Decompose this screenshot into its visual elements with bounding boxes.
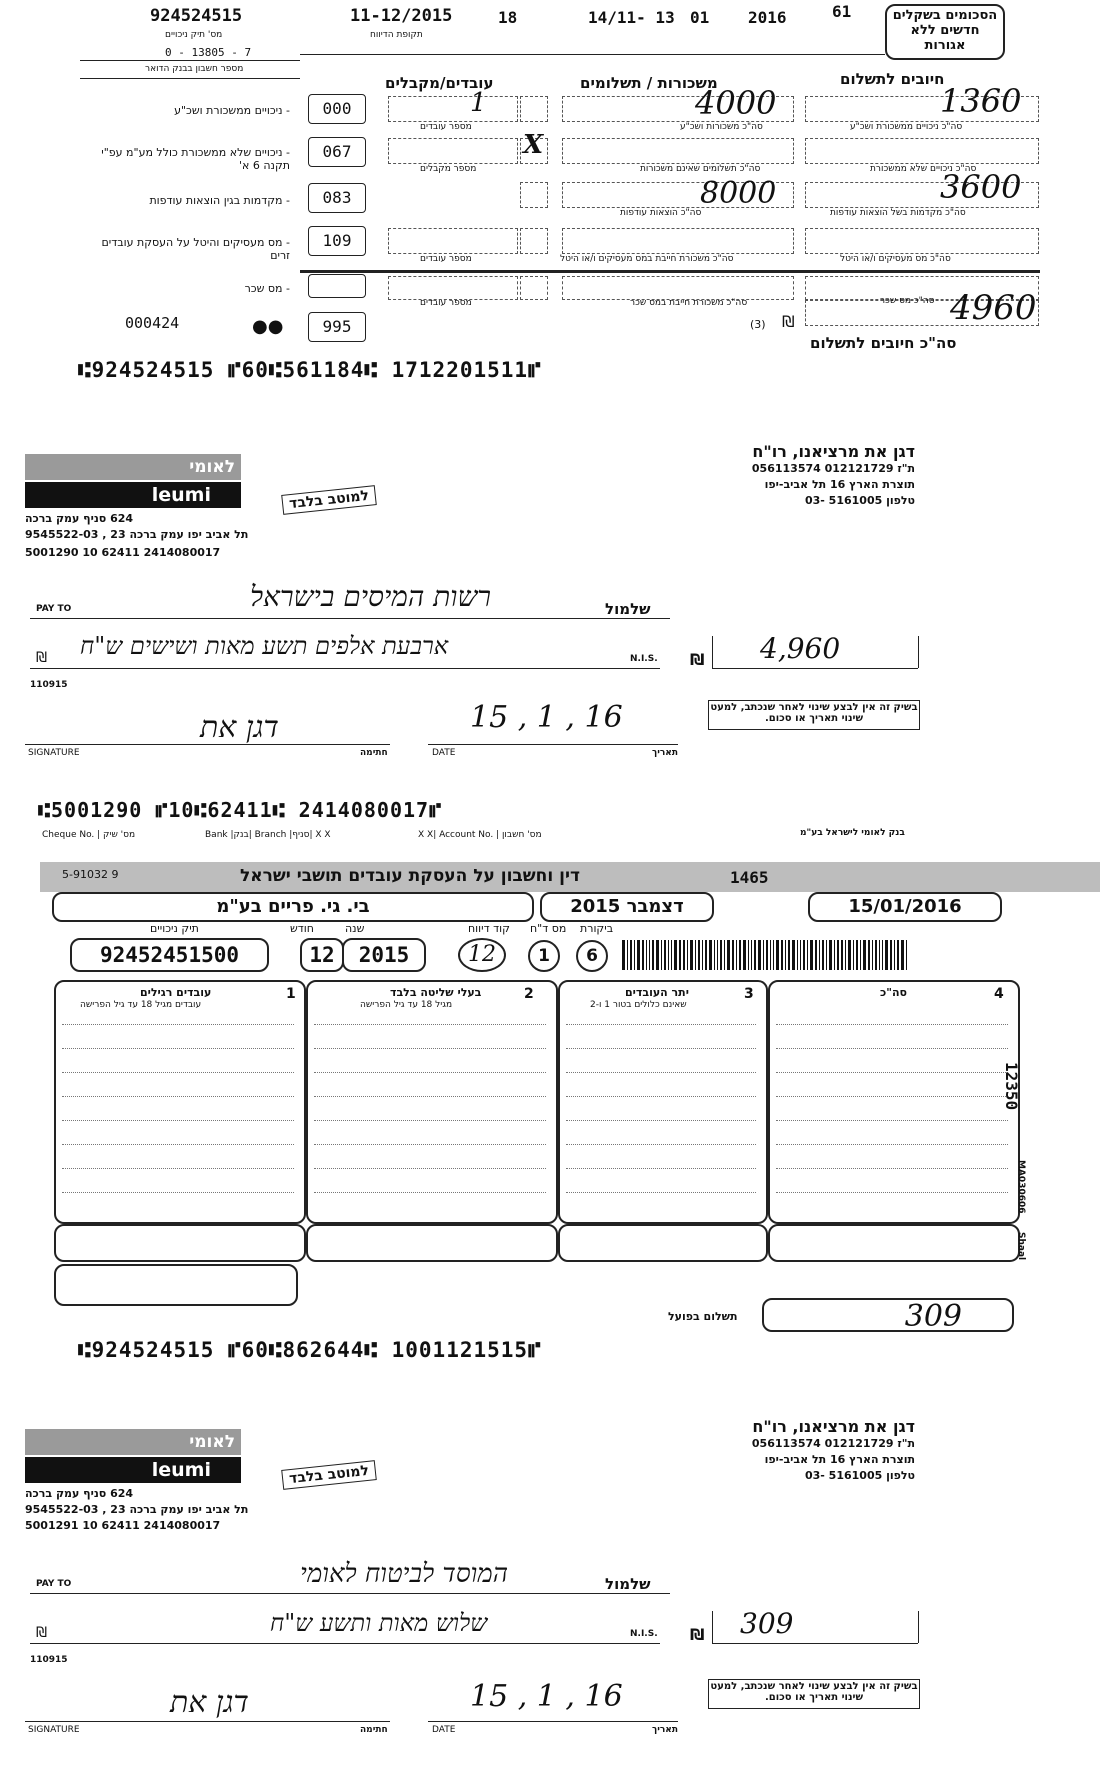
micr-label-cheque: Cheque No. | מס' שיק: [42, 830, 136, 840]
report-date: 15/01/2016: [808, 892, 1002, 922]
dotted-row-line: [314, 1048, 546, 1049]
sub-label: סה"כ משכורת חייבת במס שכר: [630, 298, 748, 308]
voucher-branch-label: מספר חשבון בבנק הדואר: [145, 64, 244, 74]
col-title: עובדים רגילים: [140, 986, 212, 999]
dotted-row-line: [314, 1120, 546, 1121]
voucher-micr: ⑆924524515 ⑈60⑆561184⑆ 1712201511⑈: [78, 358, 542, 382]
sub-label: סה"כ מס שכר: [880, 296, 935, 306]
voucher-total-label: סה"כ חיובים לתשלום: [810, 334, 957, 352]
cheque-owner-id: ת"ז 012121729 056113574: [751, 1437, 915, 1450]
dotted-row-line: [566, 1144, 756, 1145]
dotted-row-line: [314, 1144, 546, 1145]
barcode-bar: [683, 940, 685, 970]
report-year: 2015: [342, 938, 426, 972]
excess-expenses: 8000: [700, 176, 777, 211]
dotted-row-line: [566, 1096, 756, 1097]
date-label: DATE: [432, 748, 456, 758]
barcode-bar: [702, 940, 703, 970]
dotted-row-line: [314, 1072, 546, 1073]
dotted-row-line: [566, 1120, 756, 1121]
dotted-row-line: [62, 1168, 294, 1169]
barcode-bar: [736, 940, 737, 970]
shekel-sign: ₪: [36, 650, 47, 666]
barcode-bar: [797, 940, 798, 970]
tax-payment-voucher: [0, 0, 1111, 395]
shekel-sign: ₪: [782, 312, 795, 331]
cheque-codes: 5001290 10 62411 2414080017: [25, 546, 221, 559]
voucher-row-label: - מקדמות בגין הוצאות עודפות: [149, 194, 290, 207]
side-number: 12350: [1002, 1062, 1021, 1111]
col-number: 2: [524, 986, 534, 1002]
leumi-logo: leumi: [25, 1457, 241, 1483]
voucher-n61: 61: [832, 2, 852, 21]
signature-label-hebrew: חתימה: [360, 1725, 388, 1735]
barcode-bar: [837, 940, 839, 970]
col-title: סה"כ: [880, 986, 907, 999]
barcode-bar: [897, 940, 899, 970]
barcode-bar: [819, 940, 820, 970]
barcode-bar: [687, 940, 688, 970]
signature-label: SIGNATURE: [28, 1725, 80, 1735]
pay-to-hebrew: שלמול: [605, 600, 651, 618]
dotted-row-line: [62, 1048, 294, 1049]
cheque-codes: 5001291 10 62411 2414080017: [25, 1519, 221, 1532]
barcode-bar: [848, 940, 851, 970]
barcode-bar: [671, 940, 672, 970]
voucher-year: 2016: [748, 8, 787, 27]
barcode-bar: [868, 940, 870, 970]
barcode-bar: [885, 940, 888, 970]
barcode-bar: [748, 940, 749, 970]
barcode-bar: [800, 940, 801, 970]
barcode-bar: [717, 940, 718, 970]
barcode-bar: [845, 940, 846, 970]
barcode-bar: [776, 940, 779, 970]
cheque-owner-address: תוצרת הארץ 16 תל אביב-יפו: [764, 478, 915, 491]
barcode-bar: [773, 940, 774, 970]
voucher-date-small: 14/11- 13: [588, 8, 675, 27]
sub-label: מספר עובדים: [420, 298, 472, 308]
paid-amount: 309: [762, 1298, 1014, 1332]
dotted-row-line: [776, 1168, 1008, 1169]
cheque-date: 15 , 1 , 16: [470, 1679, 623, 1714]
sub-label: סה"כ מס מעסיקים ו/או היטל: [840, 254, 951, 264]
company-name: בי. גי. פריים בע"מ: [52, 892, 534, 922]
barcode-bar: [807, 940, 808, 970]
dotted-row-line: [62, 1072, 294, 1073]
leumi-logo-hebrew: לאומי: [25, 1429, 241, 1455]
voucher-row-label: - ניכויים ממשכורת ושכ"ע: [174, 104, 290, 117]
barcode-bar: [754, 940, 756, 970]
barcode-bar: [646, 940, 647, 970]
sub-label: סה"כ משכורות ושכ"ע: [680, 122, 763, 132]
payee-only-stamp: למוטב בלבד: [281, 485, 377, 515]
side-code: MA030606: [1016, 1160, 1026, 1214]
barcode-bar: [732, 940, 734, 970]
col-number: 1: [286, 986, 296, 1002]
barcode-bar: [705, 940, 707, 970]
barcode-bar: [679, 940, 681, 970]
date-label: DATE: [432, 1725, 456, 1735]
barcode-bar: [879, 940, 880, 970]
deductions-file-number: 92452451500: [70, 938, 269, 972]
barcode-bar: [803, 940, 805, 970]
voucher-period: 11-12/2015: [350, 6, 453, 26]
barcode-bar: [630, 940, 632, 970]
signature: דגן את: [200, 710, 279, 745]
cheque-branch: 624 סניף עמק ברכה: [25, 1487, 134, 1500]
barcode-bar: [770, 940, 771, 970]
wages-total: 4000: [695, 84, 777, 122]
label-file: תיק ניכויים: [150, 922, 199, 935]
amount-figure: 4,960: [760, 632, 841, 665]
cheque-2: [0, 1395, 1111, 1765]
bank-full-name: בנק לאומי לישראל בע"מ: [800, 828, 905, 838]
dotted-row-line: [776, 1120, 1008, 1121]
signature: דגן את: [170, 1685, 249, 1720]
sub-label: מספר עובדים: [420, 122, 472, 132]
voucher-period-label: תקופת הדיווח: [370, 30, 423, 40]
side-brand: Shaal: [1016, 1232, 1026, 1261]
barcode-bar: [766, 940, 768, 970]
barcode-bar: [906, 940, 907, 970]
sub-label: סה"כ משכורת חייבת במס מעסיקים ו/או היטל: [560, 254, 734, 264]
cheque-owner-phone: טלפון 5161005 -03: [804, 1469, 915, 1482]
cheque-branch-address: תל אביב יפו עמק ברכה 23 , 9545522-03: [25, 528, 249, 541]
barcode-bar: [788, 940, 790, 970]
voucher-col-wages: משכורות / תשלומים: [580, 74, 718, 92]
barcode-bar: [856, 940, 858, 970]
leumi-logo: leumi: [25, 482, 241, 508]
report-micr: ⑆924524515 ⑈60⑆862644⑆ 1001121515⑈: [78, 1338, 542, 1362]
barcode-bar: [890, 940, 892, 970]
voucher-row-label: - מס שכר: [244, 282, 290, 295]
label-month: חודש: [290, 922, 314, 935]
barcode-bar: [860, 940, 861, 970]
barcode-bar: [661, 940, 662, 970]
barcode-bar: [841, 940, 843, 970]
col-number: 4: [994, 986, 1004, 1002]
barcode-bar: [674, 940, 677, 970]
label-year: שנה: [345, 922, 365, 935]
micr-label-account: X X| Account No. | מס' חשבון: [418, 830, 542, 840]
nis-label: N.I.S.: [630, 1629, 658, 1639]
barcode-bar: [709, 940, 712, 970]
barcode-bar: [727, 940, 730, 970]
amount-in-words: ארבעת אלפים תשע מאות ושישים ש"ח: [80, 632, 449, 660]
voucher-total: 4960: [950, 288, 1037, 328]
shekel-sign: ₪: [690, 1625, 705, 1644]
cheque-code-110915: 110915: [30, 1655, 68, 1665]
nis-label: N.I.S.: [630, 654, 658, 664]
pay-to-label: PAY TO: [36, 1579, 72, 1589]
barcode-bar: [829, 940, 832, 970]
label-num: מס ד"ח: [530, 922, 567, 935]
voucher-branch-account: 0 - 13805 - 7: [165, 46, 252, 59]
barcode: [622, 940, 1012, 970]
shekel-sign: ₪: [690, 650, 705, 669]
voucher-corner-title: הסכומים בשקלים חדשים ללא אגורות: [885, 4, 1005, 60]
voucher-row-code: 083: [308, 183, 366, 213]
leumi-logo-hebrew: לאומי: [25, 454, 241, 480]
barcode-bar: [622, 940, 625, 970]
barcode-bar: [652, 940, 654, 970]
dotted-row-line: [62, 1192, 294, 1193]
date-label-hebrew: תאריך: [652, 748, 678, 758]
dotted-row-line: [62, 1144, 294, 1145]
report-num-value: 1: [528, 940, 560, 972]
shekel-sign: ₪: [36, 1625, 47, 1641]
dotted-row-line: [776, 1192, 1008, 1193]
sub-label: סה"כ הוצאות עודפות: [620, 208, 702, 218]
employment-report-form: [0, 862, 1111, 1372]
cheque-owner-id: ת"ז 012121729 056113574: [751, 462, 915, 475]
barcode-bar: [627, 940, 628, 970]
barcode-bar: [810, 940, 813, 970]
payee-name: רשות המיסים בישראל: [250, 580, 492, 613]
voucher-row-code: 000: [308, 94, 366, 124]
barcode-bar: [822, 940, 824, 970]
report-code-value: 12: [458, 938, 506, 972]
barcode-bar: [763, 940, 764, 970]
signature-label-hebrew: חתימה: [360, 748, 388, 758]
barcode-bar: [863, 940, 866, 970]
report-code-left: 5-91032 9: [62, 868, 119, 881]
dotted-row-line: [314, 1192, 546, 1193]
sub-label: סה"כ ניכויים שלא ממשכורת: [870, 164, 977, 174]
signature-label: SIGNATURE: [28, 748, 80, 758]
paid-label: תשלום בפועל: [668, 1310, 738, 1323]
pay-to-hebrew: שלמול: [605, 1575, 651, 1593]
mark-x: X: [523, 130, 544, 160]
dotted-row-line: [62, 1120, 294, 1121]
col-title: יתר העובדים: [625, 986, 689, 999]
amount-in-words: שלוש מאות ותשע ש"ח: [270, 1609, 488, 1637]
voucher-row-code: 067: [308, 137, 366, 167]
label-visits: ביקורת: [580, 922, 614, 935]
barcode-bar: [698, 940, 700, 970]
sub-label: סה"כ ניכויים ממשכורת ושכ"ע: [850, 122, 963, 132]
barcode-bar: [634, 940, 635, 970]
payee-name: המוסד לביטוח לאומי: [300, 1559, 508, 1589]
barcode-bar: [792, 940, 795, 970]
amount-figure: 309: [740, 1607, 794, 1640]
dotted-row-line: [776, 1048, 1008, 1049]
cheque-owner: דגן את מרציאנו, רו"ח: [752, 1417, 915, 1436]
label-code: קוד דיווח: [468, 922, 510, 935]
col-sub: עובדים מגיל 18 עד גיל הפרישה: [80, 1000, 202, 1010]
voucher-n01: 01: [690, 8, 710, 27]
cheque-notice: בשיק זה אין לבצע שינוי לאחר שנכתב, למעט שינוי תאריך או סכום.: [708, 700, 920, 730]
barcode-bar: [785, 940, 786, 970]
barcode-bar: [664, 940, 666, 970]
sub-label: סה"כ תשלומים שאינם משכורות: [640, 164, 761, 174]
sub-label: מספר מקבלים: [420, 164, 477, 174]
col-title: בעלי שליטה בלבד: [390, 986, 482, 999]
barcode-bar: [882, 940, 883, 970]
report-month-year: דצמבר 2015: [540, 892, 714, 922]
dotted-row-line: [566, 1048, 756, 1049]
barcode-bar: [875, 940, 877, 970]
report-form-no: 1465: [730, 868, 769, 887]
report-header: דין וחשבון על העסקת עובדים תושבי ישראל: [240, 866, 580, 886]
dotted-row-line: [776, 1096, 1008, 1097]
deductions-total: 1360: [940, 82, 1022, 120]
barcode-bar: [695, 940, 696, 970]
micr-label-bank: Bank |בנק| Branch |סניף| X X: [205, 830, 331, 840]
col-sub: שאינם כלולים בטור 1 ו-2: [590, 1000, 687, 1010]
barcode-bar: [739, 940, 741, 970]
barcode-bar: [690, 940, 693, 970]
voucher-col-workers: עובדים/מקבלים: [385, 74, 494, 92]
voucher-num18: 18: [498, 8, 518, 27]
barcode-bar: [637, 940, 640, 970]
col-sub: מגיל 18 עד גיל הפרישה: [360, 1000, 453, 1010]
report-month: 12: [300, 938, 344, 972]
voucher-three: (3): [750, 318, 766, 331]
cheque-owner-address: תוצרת הארץ 16 תל אביב-יפו: [764, 1453, 915, 1466]
workers-count: 1: [470, 88, 487, 118]
sub-label: מספר עובדים: [420, 254, 472, 264]
barcode-bar: [668, 940, 669, 970]
voucher-serial: 000424: [125, 314, 180, 332]
dotted-row-line: [776, 1072, 1008, 1073]
cheque-owner: דגן את מרציאנו, רו"ח: [752, 442, 915, 461]
voucher-row-label: - ניכויים שלא ממשכורת כולל מע"מ עפ"י תקנה 6 א': [101, 146, 290, 172]
cheque-branch-address: תל אביב יפו עמק ברכה 23 , 9545522-03: [25, 1503, 249, 1516]
dotted-row-line: [314, 1096, 546, 1097]
barcode-bar: [656, 940, 659, 970]
barcode-bar: [758, 940, 761, 970]
barcode-bar: [649, 940, 650, 970]
dotted-row-line: [776, 1144, 1008, 1145]
barcode-bar: [872, 940, 873, 970]
report-visits-value: 6: [576, 940, 608, 972]
barcode-bar: [781, 940, 783, 970]
barcode-bar: [720, 940, 722, 970]
pay-to-label: PAY TO: [36, 604, 72, 614]
cheque-1: [0, 410, 1111, 850]
voucher-code-995: 995: [308, 312, 366, 342]
barcode-bar: [853, 940, 854, 970]
barcode-bar: [751, 940, 752, 970]
barcode-bar: [826, 940, 827, 970]
dotted-row-line: [566, 1192, 756, 1193]
dotted-row-line: [62, 1024, 294, 1025]
dotted-row-line: [314, 1168, 546, 1169]
dotted-row-line: [566, 1168, 756, 1169]
cheque-owner-phone: טלפון 5161005 -03: [804, 494, 915, 507]
date-label-hebrew: תאריך: [652, 1725, 678, 1735]
dotted-row-line: [62, 1096, 294, 1097]
barcode-bar: [894, 940, 895, 970]
voucher-row-code: 109: [308, 226, 366, 256]
dotted-row-line: [314, 1024, 546, 1025]
cheque-branch: 624 סניף עמק ברכה: [25, 512, 134, 525]
cheque-date: 15 , 1 , 16: [470, 700, 623, 735]
barcode-bar: [815, 940, 817, 970]
voucher-file-number: 924524515: [150, 6, 243, 26]
barcode-bar: [642, 940, 644, 970]
payee-only-stamp: למוטב בלבד: [281, 1460, 377, 1490]
voucher-row-code-empty: [308, 274, 366, 298]
barcode-bar: [724, 940, 725, 970]
cheque-notice: בשיק זה אין לבצע שינוי לאחר שנכתב, למעט שינוי תאריך או סכום.: [708, 1679, 920, 1709]
dotted-row-line: [776, 1024, 1008, 1025]
barcode-bar: [714, 940, 715, 970]
col-number: 3: [744, 986, 754, 1002]
barcode-bar: [743, 940, 746, 970]
cheque-code-110915: 110915: [30, 680, 68, 690]
barcode-bar: [834, 940, 835, 970]
voucher-col-payments: חיובים לתשלום: [840, 70, 945, 88]
sub-label: סה"כ מקדמות בשל הוצאות עודפות: [830, 208, 966, 218]
dotted-row-line: [566, 1072, 756, 1073]
cheque-micr: ⑆5001290 ⑈10⑆62411⑆ 2414080017⑈: [38, 798, 443, 822]
barcode-bar: [901, 940, 904, 970]
dots-icon: ●●: [252, 316, 284, 337]
voucher-row-label: - מס מעסיקים והיטל על העסקת עובדים זרים: [101, 236, 290, 262]
advances-total: 3600: [940, 168, 1022, 206]
dotted-row-line: [566, 1024, 756, 1025]
voucher-file-label: מס' תיק ניכויים: [165, 30, 223, 40]
